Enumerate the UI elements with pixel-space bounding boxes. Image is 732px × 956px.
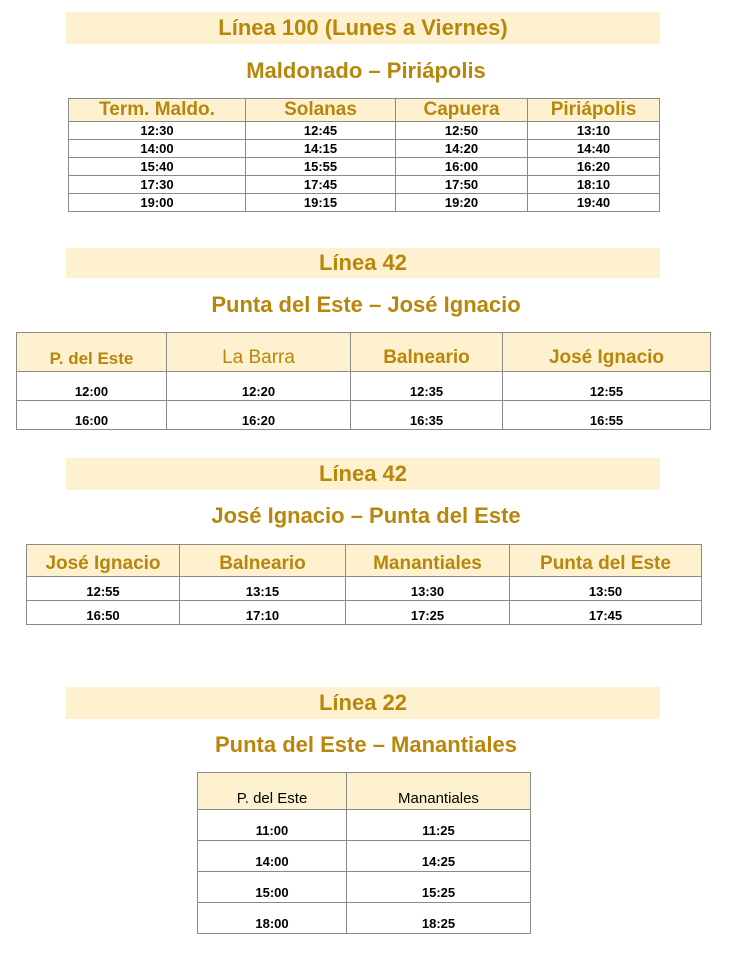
- section-4-route: Punta del Este – Manantiales: [215, 732, 517, 757]
- time-cell: 13:10: [528, 122, 660, 140]
- table-row: [69, 176, 660, 194]
- table-row: [198, 903, 531, 934]
- section-2-timetable: [16, 332, 711, 430]
- column-header: Balneario: [180, 545, 346, 577]
- column-header: José Ignacio: [27, 545, 180, 577]
- time-cell: 17:30: [69, 176, 246, 194]
- time-cell: 16:00: [396, 158, 528, 176]
- table-row: [198, 872, 531, 903]
- time-cell: 12:55: [503, 372, 711, 401]
- section-1-route: Maldonado – Piriápolis: [246, 58, 486, 83]
- section-3-title: Línea 42: [66, 458, 660, 490]
- table-row: [69, 122, 660, 140]
- table-row: [69, 140, 660, 158]
- column-header: Manantiales: [346, 545, 510, 577]
- time-cell: 19:15: [246, 194, 396, 212]
- time-cell: 18:25: [347, 903, 531, 934]
- section-4-title: Línea 22: [66, 687, 660, 719]
- column-header: Capuera: [396, 99, 528, 122]
- table-row: [69, 194, 660, 212]
- section-4-timetable: [197, 772, 531, 934]
- column-header: Piriápolis: [528, 99, 660, 122]
- time-cell: 16:20: [167, 401, 351, 430]
- time-cell: 14:40: [528, 140, 660, 158]
- time-cell: 12:00: [17, 372, 167, 401]
- time-cell: 15:25: [347, 872, 531, 903]
- time-cell: 15:55: [246, 158, 396, 176]
- time-cell: 12:35: [351, 372, 503, 401]
- column-header: Manantiales: [347, 773, 531, 810]
- time-cell: 19:00: [69, 194, 246, 212]
- time-cell: 16:20: [528, 158, 660, 176]
- time-cell: 17:45: [246, 176, 396, 194]
- section-2-route: Punta del Este – José Ignacio: [211, 292, 521, 317]
- time-cell: 16:55: [503, 401, 711, 430]
- time-cell: 14:20: [396, 140, 528, 158]
- time-cell: 13:15: [180, 577, 346, 601]
- table-row: [17, 401, 711, 430]
- section-2-title: Línea 42: [66, 248, 660, 278]
- column-header: Solanas: [246, 99, 396, 122]
- time-cell: 14:00: [198, 841, 347, 872]
- table-row: [27, 601, 702, 625]
- time-cell: 16:50: [27, 601, 180, 625]
- time-cell: 19:40: [528, 194, 660, 212]
- time-cell: 12:30: [69, 122, 246, 140]
- time-cell: 18:10: [528, 176, 660, 194]
- time-cell: 17:10: [180, 601, 346, 625]
- table-row: [69, 158, 660, 176]
- time-cell: 18:00: [198, 903, 347, 934]
- table-row: [198, 841, 531, 872]
- column-header: Punta del Este: [510, 545, 702, 577]
- column-header: Term. Maldo.: [69, 99, 246, 122]
- table-header-row: [17, 333, 711, 372]
- time-cell: 16:35: [351, 401, 503, 430]
- column-header: P. del Este: [198, 773, 347, 810]
- table-row: [27, 577, 702, 601]
- time-cell: 15:40: [69, 158, 246, 176]
- section-1-title: Línea 100 (Lunes a Viernes): [66, 12, 660, 44]
- time-cell: 11:00: [198, 810, 347, 841]
- time-cell: 14:25: [347, 841, 531, 872]
- table-header-row: [198, 773, 531, 810]
- column-header: La Barra: [167, 333, 351, 372]
- time-cell: 17:25: [346, 601, 510, 625]
- time-cell: 15:00: [198, 872, 347, 903]
- time-cell: 14:00: [69, 140, 246, 158]
- time-cell: 12:55: [27, 577, 180, 601]
- table-row: [17, 372, 711, 401]
- time-cell: 19:20: [396, 194, 528, 212]
- time-cell: 17:50: [396, 176, 528, 194]
- table-row: [198, 810, 531, 841]
- section-3-route: José Ignacio – Punta del Este: [211, 503, 521, 528]
- table-header-row: [27, 545, 702, 577]
- section-1-timetable: [68, 98, 660, 212]
- time-cell: 11:25: [347, 810, 531, 841]
- column-header: Balneario: [351, 333, 503, 372]
- table-header-row: [69, 99, 660, 122]
- time-cell: 14:15: [246, 140, 396, 158]
- time-cell: 13:50: [510, 577, 702, 601]
- time-cell: 12:20: [167, 372, 351, 401]
- column-header: P. del Este: [17, 333, 167, 372]
- time-cell: 13:30: [346, 577, 510, 601]
- column-header: José Ignacio: [503, 333, 711, 372]
- time-cell: 16:00: [17, 401, 167, 430]
- time-cell: 12:50: [396, 122, 528, 140]
- section-3-timetable: [26, 544, 702, 625]
- time-cell: 12:45: [246, 122, 396, 140]
- time-cell: 17:45: [510, 601, 702, 625]
